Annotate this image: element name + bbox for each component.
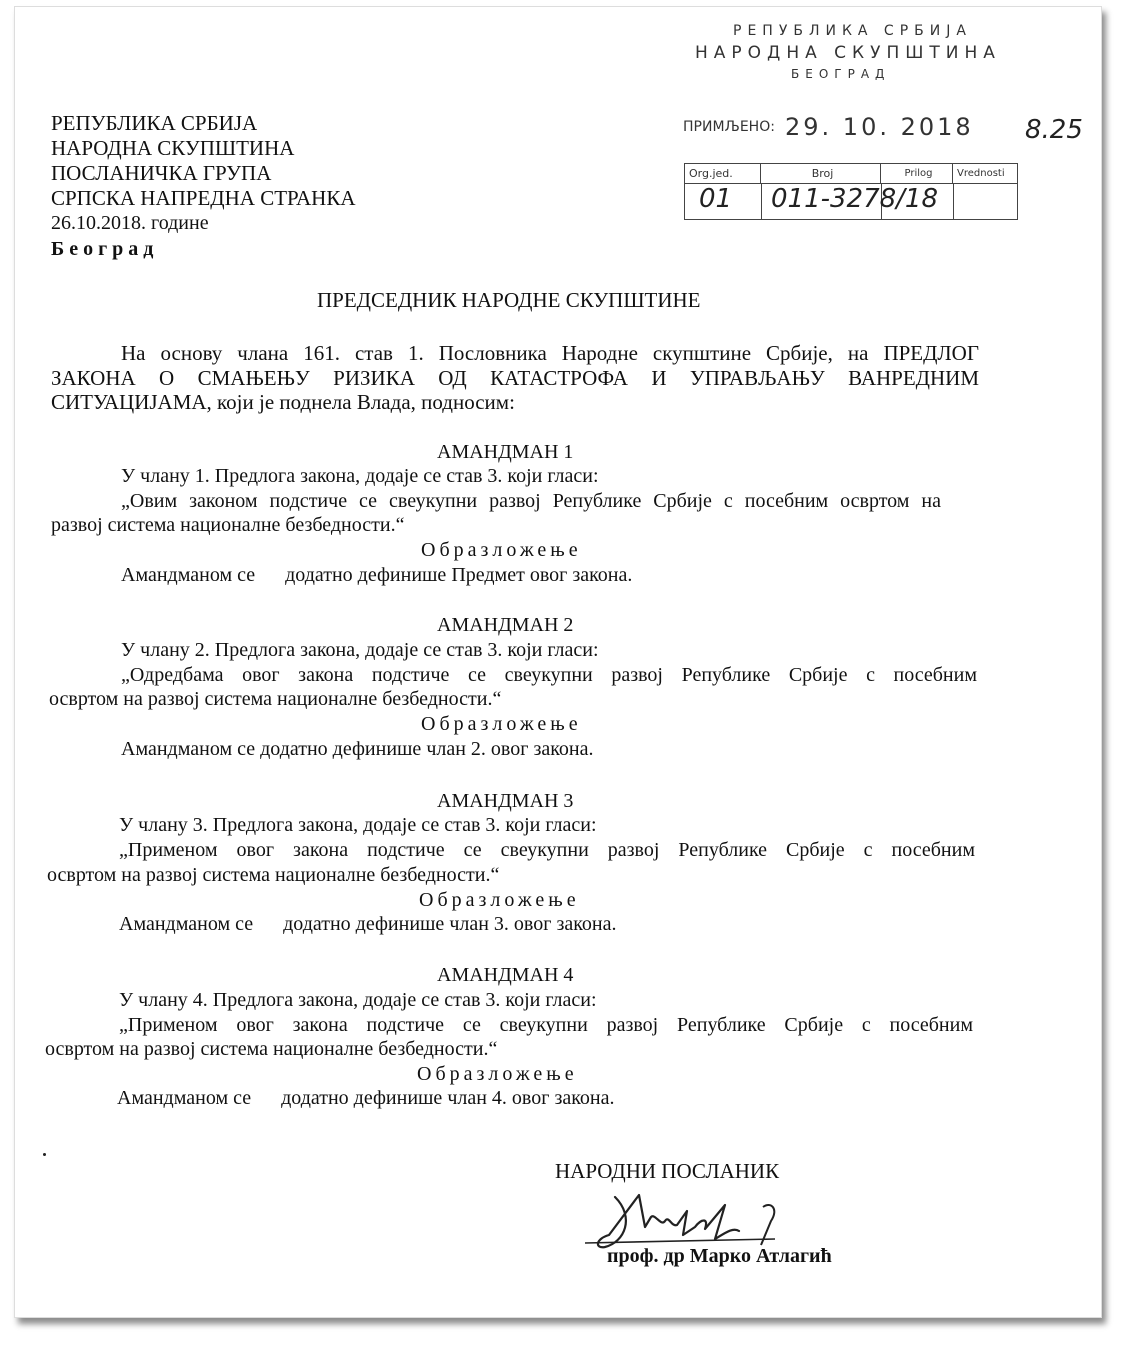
sender-line-3: ПОСЛАНИЧКА ГРУПА — [51, 161, 272, 185]
sender-line-4: СРПСКА НАПРЕДНА СТРАНКА — [51, 186, 356, 210]
amendment-2-reason: Амандманом се додатно дефинише члан 2. овог закона. — [121, 738, 594, 760]
registry-col-org: Org.jed. — [685, 164, 761, 183]
intro-line-1: На основу члана 161. став 1. Пословника Народне скупштине Србије, на ПРЕДЛОГ — [121, 341, 979, 365]
amendment-3-reason-heading: Образложење — [419, 889, 580, 911]
amendment-2-article: У члану 2. Предлога закона, додаје се став 3. који гласи: — [121, 639, 599, 661]
signature-role: НАРОДНИ ПОСЛАНИК — [555, 1159, 780, 1183]
intro-line-3: СИТУАЦИЈАМА, који је поднела Влада, подносим: — [51, 390, 515, 414]
registry-number-value: 011-3278/18 — [771, 184, 939, 214]
stamp-line-1: РЕПУБЛИКА СРБИЈА — [733, 23, 972, 39]
stamp-line-3: БЕОГРАД — [791, 67, 891, 81]
amendment-1-reason: Амандманом се додатно дефинише Предмет овог закона. — [121, 564, 633, 586]
amendment-4-reason-heading: Образложење — [417, 1063, 578, 1085]
sender-line-1: РЕПУБЛИКА СРБИЈА — [51, 111, 258, 135]
stamp-line-2: НАРОДНА СКУПШТИНА — [695, 43, 1001, 63]
stray-dot — [43, 1153, 46, 1156]
amendment-3-article: У члану 3. Предлога закона, додаје се став 3. који гласи: — [119, 814, 597, 836]
sender-city: Б е о г р а д — [51, 238, 154, 260]
amendment-2-title: АМАНДМАН 2 — [437, 614, 574, 636]
amendment-1-article: У члану 1. Предлога закона, додаје се став 3. који гласи: — [121, 465, 599, 487]
amendment-4-quote-line-2: освртом на развој система националне безбедности.“ — [45, 1038, 498, 1060]
amendment-3-reason: Амандманом се додатно дефинише члан 3. овог закона. — [119, 913, 617, 935]
amendment-3-title: АМАНДМАН 3 — [437, 790, 574, 812]
registry-col-attachment: Prilog — [881, 164, 953, 183]
registry-org-value: 01 — [699, 184, 733, 214]
amendment-4-article: У члану 4. Предлога закона, додаје се став 3. који гласи: — [119, 989, 597, 1011]
registry-table — [684, 163, 1018, 220]
stamp-time-note: 8.25 — [1025, 115, 1083, 145]
sender-line-2: НАРОДНА СКУПШТИНА — [51, 136, 295, 160]
stamp-received-label: ПРИМЉЕНО: — [683, 119, 775, 135]
amendment-1-quote-line-1: „Овим законом подстиче се свеукупни развој Републике Србије с посебним освртом на — [121, 490, 941, 512]
sender-date: 26.10.2018. године — [51, 212, 209, 234]
amendment-4-title: АМАНДМАН 4 — [437, 964, 574, 986]
amendment-1-reason-heading: Образложење — [421, 539, 582, 561]
registry-col-number: Broj — [761, 164, 881, 183]
amendment-3-quote-line-1: „Применом овог закона подстиче се свеукупни развој Републике Србије с посебним — [119, 839, 975, 861]
signatory-name: проф. др Марко Атлагић — [607, 1245, 832, 1267]
registry-col-value: Vrednosti — [957, 168, 1005, 179]
amendment-1-quote-line-2: развој система националне безбедности.“ — [51, 514, 405, 536]
registry-cell-divider — [761, 183, 762, 219]
stamp-received-date: 29. 10. 2018 — [785, 113, 974, 141]
amendment-2-quote-line-2: освртом на развој система националне безбедности.“ — [49, 688, 502, 710]
amendment-1-title: АМАНДМАН 1 — [437, 441, 574, 463]
amendment-3-quote-line-2: освртом на развој система националне безбедности.“ — [47, 864, 500, 886]
intro-line-2: ЗАКОНА О СМАЊЕЊУ РИЗИКА ОД КАТАСТРОФА И УПРАВЉАЊУ ВАНРЕДНИМ — [51, 366, 979, 390]
addressee: ПРЕДСЕДНИК НАРОДНЕ СКУПШТИНЕ — [317, 288, 701, 312]
amendment-4-reason: Амандманом се додатно дефинише члан 4. овог закона. — [117, 1087, 615, 1109]
amendment-4-quote-line-1: „Применом овог закона подстиче се свеукупни развој Републике Србије с посебним — [119, 1014, 973, 1036]
amendment-2-reason-heading: Образложење — [421, 713, 582, 735]
document-page — [14, 6, 1102, 1318]
amendment-2-quote-line-1: „Одредбама овог закона подстиче се свеукупни развој Републике Србије с посебним — [121, 664, 977, 686]
registry-cell-divider — [953, 183, 954, 219]
